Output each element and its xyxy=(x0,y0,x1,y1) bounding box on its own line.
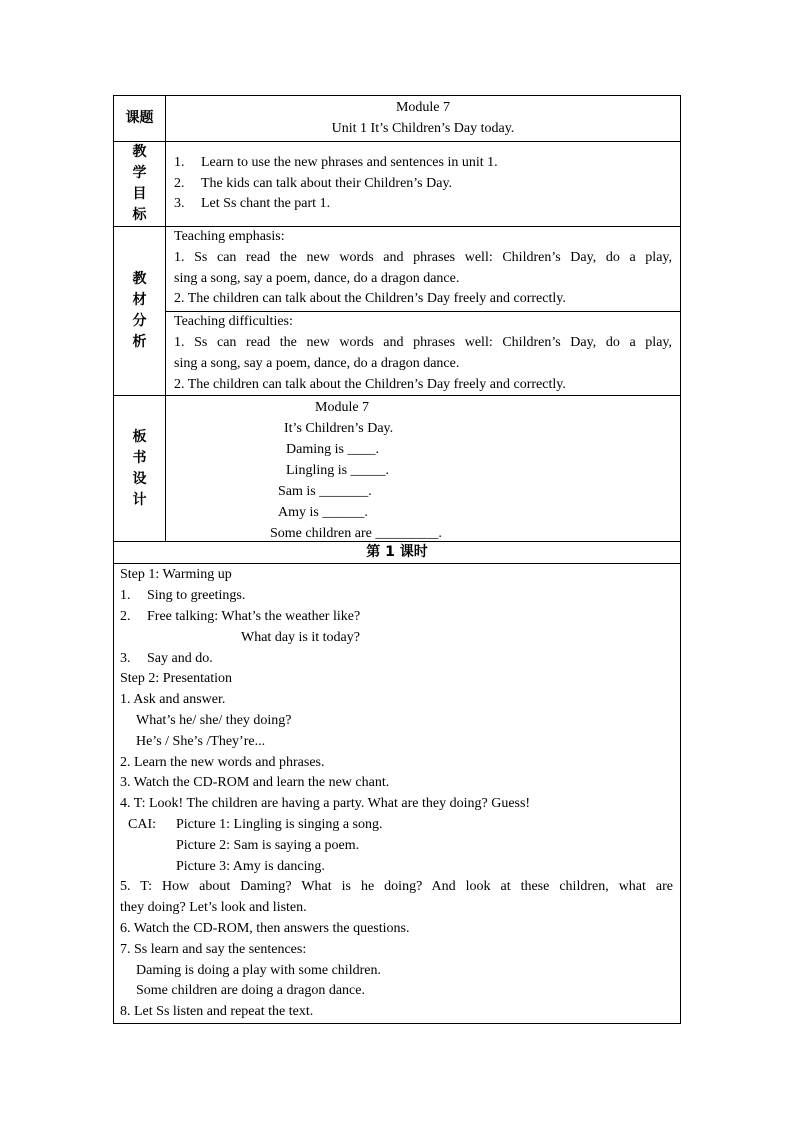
step-item-continued: they doing? Let’s look and listen. xyxy=(120,900,307,916)
board-line: Some children are _________. xyxy=(270,526,442,542)
step-item: 3. Watch the CD-ROM and learn the new chant. xyxy=(120,775,390,791)
board-row xyxy=(114,396,681,542)
emphasis-line: sing a song, say a poem, dance, do a dragon dance. xyxy=(174,270,460,286)
step-item: 4. T: Look! The children are having a party. What are they doing? Guess! xyxy=(120,796,531,812)
objectives-cell xyxy=(166,142,681,227)
period-title: 第 1 课时 xyxy=(114,542,681,564)
board-label-char: 设 xyxy=(132,470,147,487)
objectives-label-char: 标 xyxy=(132,207,147,223)
step-subitem: Daming is doing a play with some children. xyxy=(136,962,381,978)
difficulties-line: 1. Ss can read the new words and phrases well: Children’s Day, do a play, xyxy=(174,334,672,350)
board-line: Module 7 xyxy=(315,400,370,416)
step-item: 6. Watch the CD-ROM, then answers the questions. xyxy=(120,920,410,936)
topic-cell xyxy=(166,96,681,142)
board-line: It’s Children’s Day. xyxy=(284,421,394,437)
board-cell xyxy=(166,396,681,542)
board-line: Daming is ____. xyxy=(286,442,379,458)
step-subitem: He’s / She’s /They’re... xyxy=(136,733,266,749)
step-item: 2. Learn the new words and phrases. xyxy=(120,754,325,770)
emphasis-heading: Teaching emphasis: xyxy=(174,229,285,244)
teaching-emphasis-block xyxy=(166,227,680,312)
step-subitem: What’s he/ she/ they doing? xyxy=(136,712,292,728)
analysis-label xyxy=(114,227,166,396)
step-item: 5. T: How about Daming? What is he doing? And look at these children, what are xyxy=(120,879,673,895)
board-line: Sam is _______. xyxy=(278,484,372,500)
cai-picture-line: CAI: Picture 1: Lingling is singing a song. xyxy=(120,815,673,836)
board-label xyxy=(114,396,166,542)
objective-item: 2. The kids can talk about their Children’s Day. xyxy=(174,175,453,191)
analysis-row xyxy=(114,227,681,396)
analysis-label-char: 材 xyxy=(132,292,147,309)
topic-module: Module 7 xyxy=(395,100,451,115)
board-label-char: 板 xyxy=(132,428,147,445)
step-item: 1. Sing to greetings. xyxy=(120,588,246,604)
analysis-cell xyxy=(166,227,681,396)
step-heading: Step 1: Warming up xyxy=(120,567,232,583)
cai-picture-line: Picture 3: Amy is dancing. xyxy=(176,858,325,874)
difficulties-line: sing a song, say a poem, dance, do a dragon dance. xyxy=(174,355,460,371)
step-item-continued: What day is it today? xyxy=(241,629,360,645)
topic-unit: Unit 1 It’s Children’s Day today. xyxy=(331,120,515,136)
board-line: Amy is ______. xyxy=(278,505,368,521)
step-item: 8. Let Ss listen and repeat the text. xyxy=(120,1004,314,1020)
cai-label: CAI: xyxy=(128,816,156,832)
objectives-label-char: 学 xyxy=(132,165,147,181)
step-item: 3. Say and do. xyxy=(120,650,213,666)
lesson-plan-page xyxy=(113,95,681,1024)
board-label-char: 计 xyxy=(132,491,147,508)
step-subitem: Some children are doing a dragon dance. xyxy=(136,983,365,999)
lesson-plan-table xyxy=(113,95,681,1024)
period-row xyxy=(114,542,681,564)
teaching-difficulties-block xyxy=(166,312,680,395)
emphasis-line: 1. Ss can read the new words and phrases well: Children’s Day, do a play, xyxy=(174,249,672,265)
topic-label: 课题 xyxy=(114,96,166,142)
analysis-label-char: 教 xyxy=(132,271,147,288)
step-heading: Step 2: Presentation xyxy=(120,671,232,687)
board-line: Lingling is _____. xyxy=(286,463,390,479)
objective-item: 3. Let Ss chant the part 1. xyxy=(174,196,331,212)
topic-row xyxy=(114,96,681,142)
objectives-label-char: 目 xyxy=(132,186,147,202)
emphasis-line: 2. The children can talk about the Children’s Day freely and correctly. xyxy=(174,291,566,307)
difficulties-line: 2. The children can talk about the Children’s Day freely and correctly. xyxy=(174,376,566,392)
difficulties-heading: Teaching difficulties: xyxy=(174,314,293,330)
objective-item: 1. Learn to use the new phrases and sentences in unit 1. xyxy=(174,154,498,170)
procedure-cell xyxy=(114,564,681,1024)
step-item: 7. Ss learn and say the sentences: xyxy=(120,941,307,957)
objectives-row xyxy=(114,142,681,227)
objectives-label xyxy=(114,142,166,227)
analysis-label-char: 分 xyxy=(132,313,147,330)
cai-picture-line: Picture 2: Sam is saying a poem. xyxy=(176,837,360,853)
step-item: 1. Ask and answer. xyxy=(120,692,226,708)
procedure-row xyxy=(114,564,681,1024)
board-label-char: 书 xyxy=(132,449,147,466)
objectives-label-char: 教 xyxy=(132,144,147,160)
analysis-label-char: 析 xyxy=(132,334,147,351)
step-item: 2. Free talking: What’s the weather like? xyxy=(120,608,361,624)
